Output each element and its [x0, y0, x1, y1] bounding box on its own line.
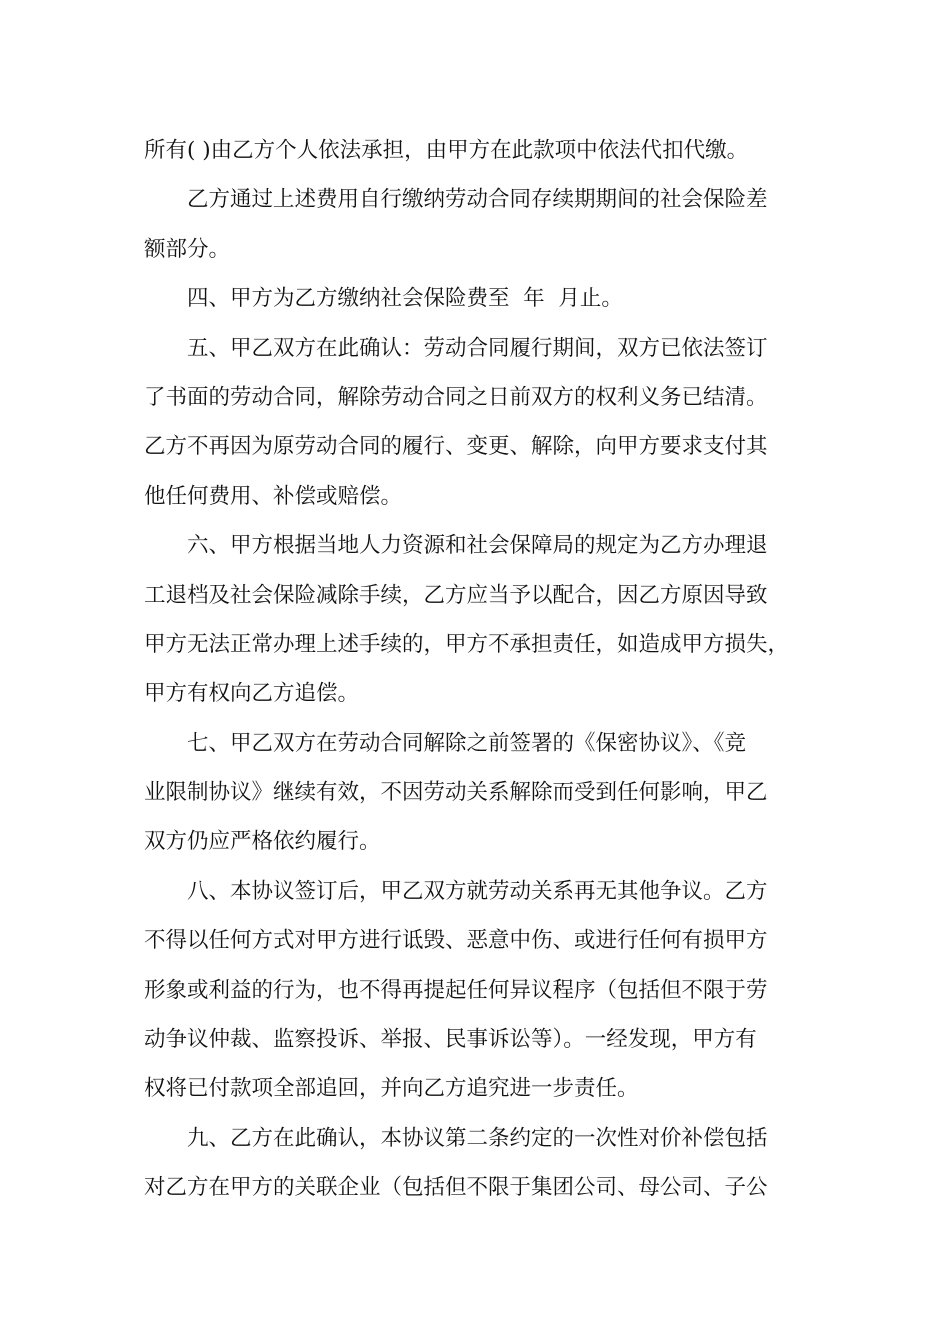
paragraph-clause-9 — [144, 1114, 824, 1213]
paragraph-clause-6 — [144, 521, 824, 719]
text-line: 了书面的劳动合同，解除劳动合同之日前双方的权利义务已结清。 — [144, 384, 768, 410]
paragraph-clause-7 — [144, 719, 824, 867]
paragraph-clause-4 — [144, 274, 824, 323]
paragraph-1 — [144, 126, 824, 175]
text-line: 乙方不再因为原劳动合同的履行、变更、解除，向甲方要求支付其 — [144, 434, 768, 460]
text-line: 权将已付款项全部追回，并向乙方追究进一步责任。 — [144, 1076, 639, 1102]
text-line: 双方仍应严格依约履行。 — [144, 829, 381, 855]
paragraph-clause-5 — [144, 324, 824, 522]
text-line: 乙方通过上述费用自行缴纳劳动合同存续期期间的社会保险差 — [187, 187, 768, 213]
text-line: 九、乙方在此确认，本协议第二条约定的一次性对价补偿包括 — [187, 1125, 768, 1151]
paragraph-clause-8 — [144, 867, 824, 1114]
text-line: 他任何费用、补偿或赔偿。 — [144, 483, 403, 509]
text-line: 对乙方在甲方的关联企业（包括但不限于集团公司、母公司、子公 — [144, 1175, 768, 1201]
text-line: 动争议仲裁、监察投诉、举报、民事诉讼等）。一经发现，甲方有 — [144, 1027, 757, 1053]
paragraph-2 — [144, 175, 824, 274]
text-line: 额部分。 — [144, 236, 231, 262]
document-body — [144, 126, 824, 1213]
text-line: 四、甲方为乙方缴纳社会保险费至 年 月止。 — [187, 286, 623, 312]
text-line: 八、本协议签订后，甲乙双方就劳动关系再无其他争议。乙方 — [187, 878, 768, 904]
text-line: 不得以任何方式对甲方进行诋毁、恶意中伤、或进行任何有损甲方 — [144, 928, 768, 954]
text-line: 业限制协议》继续有效，不因劳动关系解除而受到任何影响，甲乙 — [144, 780, 768, 806]
text-line: 甲方有权向乙方追偿。 — [144, 681, 360, 707]
text-line: 五、甲乙双方在此确认：劳动合同履行期间，双方已依法签订 — [187, 335, 768, 361]
text-line: 七、甲乙双方在劳动合同解除之前签署的《保密协议》、《竞 — [187, 730, 747, 756]
text-line: 形象或利益的行为，也不得再提起任何异议程序（包括但不限于劳 — [144, 977, 768, 1003]
text-line: 所有( )由乙方个人依法承担，由甲方在此款项中依法代扣代缴。 — [144, 138, 749, 163]
text-line: 六、甲方根据当地人力资源和社会保障局的规定为乙方办理退 — [187, 533, 768, 559]
text-line: 工退档及社会保险减除手续，乙方应当予以配合，因乙方原因导致 — [144, 582, 768, 608]
text-line: 甲方无法正常办理上述手续的，甲方不承担责任，如造成甲方损失， — [144, 631, 790, 657]
